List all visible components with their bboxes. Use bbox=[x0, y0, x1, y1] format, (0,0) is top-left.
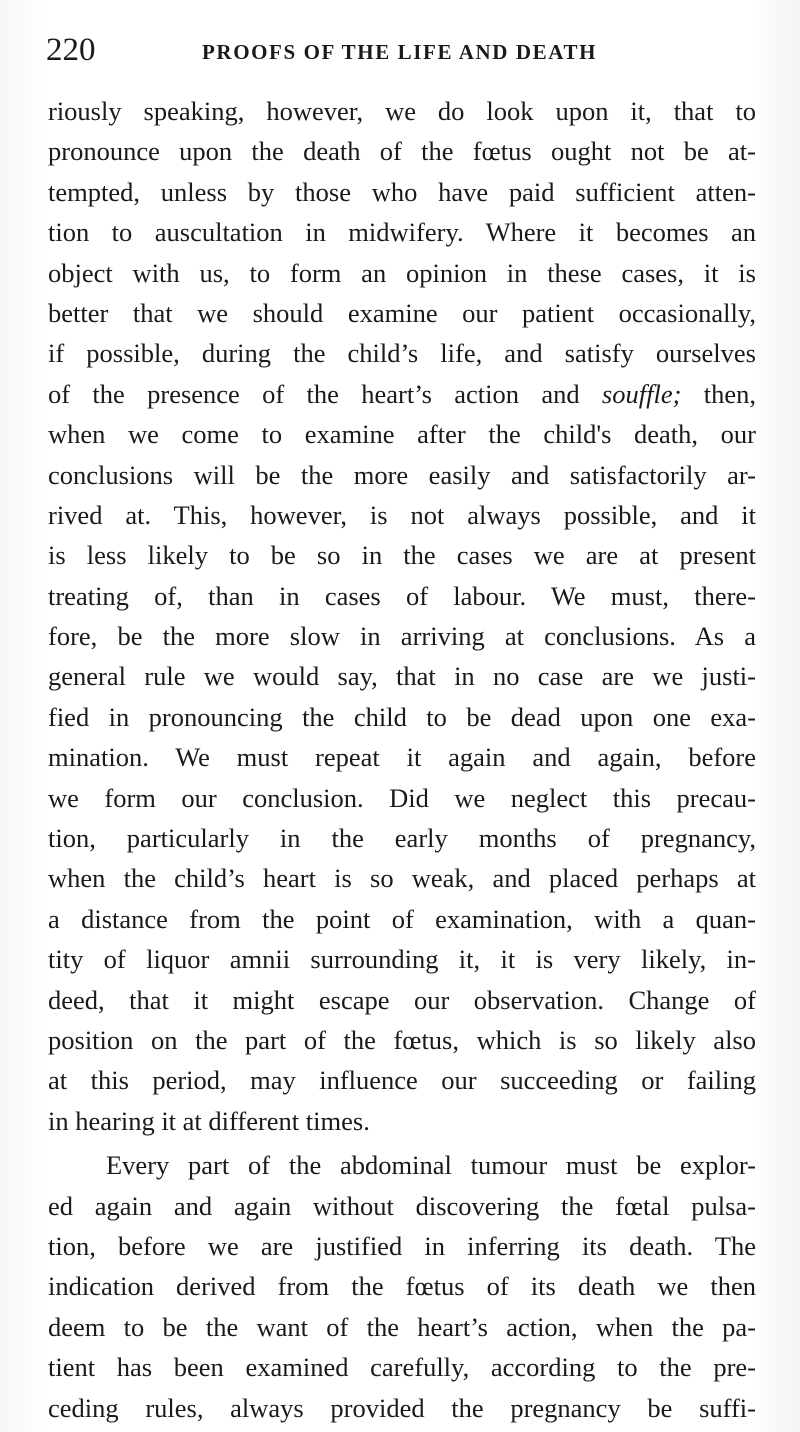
paragraph-2 bbox=[48, 1145, 756, 1428]
text-segment: then, bbox=[681, 378, 757, 409]
text-line: general rule we would say, that in no case are we justi- bbox=[48, 661, 756, 692]
italic-term-souffle: souffle; bbox=[601, 378, 682, 409]
text-line: at this period, may influence our succeeding or failing bbox=[48, 1065, 756, 1096]
text-line: a distance from the point of examination, with a quan- bbox=[48, 903, 756, 934]
text-line: mination. We must repeat it again and again, before bbox=[48, 742, 756, 773]
text-line: deed, that it might escape our observation. Change of bbox=[48, 984, 756, 1015]
text-line: when the child’s heart is so weak, and placed perhaps at bbox=[48, 863, 756, 894]
text-line: tempted, unless by those who have paid sufficient atten- bbox=[48, 176, 756, 207]
text-line-with-italic bbox=[48, 374, 756, 414]
running-head: PROOFS OF THE LIFE AND DEATH bbox=[202, 40, 598, 64]
text-line: tion, before we are justified in inferring its death. The bbox=[48, 1230, 756, 1261]
text-line: rived at. This, however, is not always possible, and it bbox=[48, 499, 756, 530]
text-line: riously speaking, however, we do look upon it, that to bbox=[48, 96, 756, 126]
text-line: tion to auscultation in midwifery. Where it becomes an bbox=[48, 217, 756, 248]
text-line: position on the part of the fœtus, which is so likely also bbox=[48, 1024, 756, 1055]
text-line: object with us, to form an opinion in these cases, it is bbox=[48, 257, 756, 288]
text-line: deem to be the want of the heart’s action, when the pa- bbox=[48, 1311, 756, 1342]
text-line: fore, be the more slow in arriving at conclusions. As a bbox=[48, 621, 756, 652]
text-line: is less likely to be so in the cases we are at present bbox=[48, 540, 756, 571]
text-line: we form our conclusion. Did we neglect this precau- bbox=[48, 782, 756, 813]
text-line: fied in pronouncing the child to be dead upon one exa- bbox=[48, 701, 756, 732]
text-segment: of the presence of the heart’s action and bbox=[48, 378, 602, 409]
text-line: conclusions will be the more easily and satisfactorily ar- bbox=[48, 459, 756, 490]
text-line: if possible, during the child’s life, and satisfy ourselves bbox=[48, 338, 756, 369]
text-line: tity of liquor amnii surrounding it, it is very likely, in- bbox=[48, 944, 756, 975]
text-line: pronounce upon the death of the fœtus ought not be at- bbox=[48, 136, 756, 167]
text-line: treating of, than in cases of labour. We must, there- bbox=[48, 580, 756, 611]
text-line: ceding rules, always provided the pregnancy be suffi- bbox=[48, 1392, 756, 1423]
paragraph-1 bbox=[48, 91, 756, 1141]
text-line: tient has been examined carefully, according to the pre- bbox=[48, 1352, 756, 1383]
text-line: ed again and again without discovering the fœtal pulsa- bbox=[48, 1190, 756, 1221]
text-line: in hearing it at different times. bbox=[48, 1105, 370, 1136]
body-text bbox=[48, 91, 756, 1428]
text-line: tion, particularly in the early months of pregnancy, bbox=[48, 823, 756, 854]
page-header bbox=[46, 30, 766, 70]
page-number: 220 bbox=[46, 32, 96, 68]
text-line: better that we should examine our patient occasionally, bbox=[48, 297, 756, 328]
text-line: indication derived from the fœtus of its death we then bbox=[48, 1271, 756, 1302]
text-line: when we come to examine after the child's death, our bbox=[48, 419, 756, 450]
text-line: Every part of the abdominal tumour must be explor- bbox=[106, 1150, 756, 1181]
